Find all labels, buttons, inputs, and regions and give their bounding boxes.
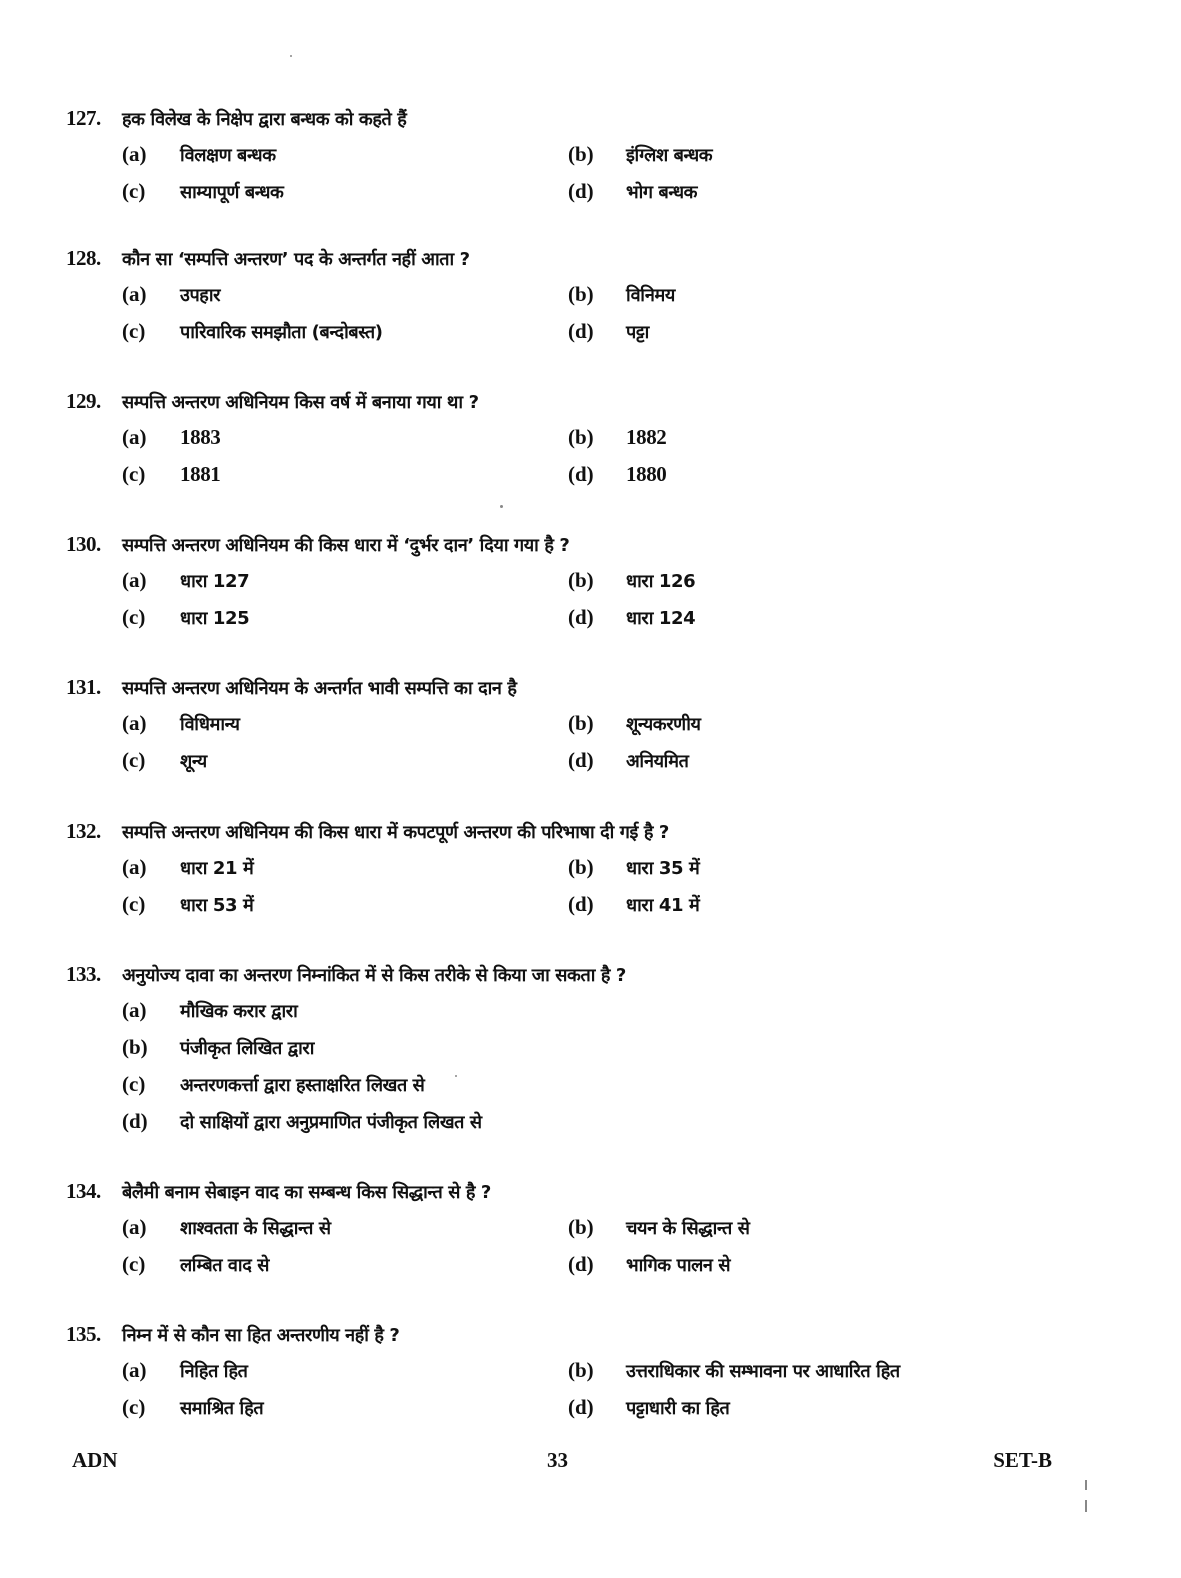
option-a: (a) 1883 <box>122 425 221 449</box>
question-text: अनुयोज्य दावा का अन्तरण निम्नांकित में से किस तरीके से किया जा सकता है ? <box>122 965 626 986</box>
question-127 <box>66 100 1126 210</box>
question-text: हक विलेख के निक्षेप द्वारा बन्धक को कहते हैं <box>122 109 407 130</box>
question-text: सम्पत्ति अन्तरण अधिनियम के अन्तर्गत भावी सम्पत्ति का दान है <box>122 678 517 699</box>
page-footer <box>72 1448 1052 1478</box>
scan-speck <box>1085 1480 1087 1490</box>
question-number: 131. <box>66 675 101 699</box>
option-d: (d) भागिक पालन से <box>568 1252 731 1276</box>
set-label: SET-B <box>993 1448 1052 1472</box>
option-c: (c) धारा 125 <box>122 605 250 629</box>
option-a: (a) विलक्षण बन्धक <box>122 142 276 166</box>
scan-speck <box>500 505 503 508</box>
question-number: 133. <box>66 962 101 986</box>
question-number: 129. <box>66 389 101 413</box>
option-d: (d) 1880 <box>568 462 667 486</box>
option-c: (c) साम्यापूर्ण बन्धक <box>122 179 284 203</box>
question-text: सम्पत्ति अन्तरण अधिनियम की किस धारा में ‘दुर्भर दान’ दिया गया है ? <box>122 535 570 556</box>
option-b: (b) धारा 35 में <box>568 855 700 879</box>
option-d: (d) पट्टाधारी का हित <box>568 1395 730 1419</box>
option-b: (b) धारा 126 <box>568 568 696 592</box>
option-a: (a) शाश्वतता के सिद्धान्त से <box>122 1215 331 1239</box>
option-b: (b) उत्तराधिकार की सम्भावना पर आधारित हित <box>568 1358 900 1382</box>
option-c: (c) अन्तरणकर्त्ता द्वारा हस्ताक्षरित लिखत से <box>122 1072 425 1096</box>
option-d: (d) धारा 124 <box>568 605 696 629</box>
question-number: 132. <box>66 819 101 843</box>
option-b: (b) विनिमय <box>568 282 675 306</box>
option-b: (b) पंजीकृत लिखित द्वारा <box>122 1035 315 1059</box>
question-text: सम्पत्ति अन्तरण अधिनियम की किस धारा में कपटपूर्ण अन्तरण की परिभाषा दी गई है ? <box>122 822 669 843</box>
option-a: (a) विधिमान्य <box>122 711 240 735</box>
question-number: 134. <box>66 1179 101 1203</box>
scan-speck <box>1085 1500 1087 1512</box>
option-b: (b) 1882 <box>568 425 667 449</box>
option-d: (d) धारा 41 में <box>568 892 700 916</box>
question-132 <box>66 813 1126 923</box>
option-c: (c) शून्य <box>122 748 207 772</box>
option-d: (d) अनियमित <box>568 748 689 772</box>
question-number: 128. <box>66 246 101 270</box>
question-text: सम्पत्ति अन्तरण अधिनियम किस वर्ष में बनाया गया था ? <box>122 392 479 413</box>
option-c: (c) 1881 <box>122 462 221 486</box>
question-number: 135. <box>66 1322 101 1346</box>
option-a: (a) निहित हित <box>122 1358 248 1382</box>
question-number: 130. <box>66 532 101 556</box>
option-c: (c) समाश्रित हित <box>122 1395 264 1419</box>
question-text: बेलैमी बनाम सेबाइन वाद का सम्बन्ध किस सिद्धान्त से है ? <box>122 1182 491 1203</box>
option-c: (c) लम्बित वाद से <box>122 1252 269 1276</box>
question-text: कौन सा ‘सम्पत्ति अन्तरण’ पद के अन्तर्गत नहीं आता ? <box>122 249 470 270</box>
option-c: (c) धारा 53 में <box>122 892 254 916</box>
option-a: (a) उपहार <box>122 282 221 306</box>
question-134 <box>66 1173 1126 1283</box>
option-d: (d) पट्टा <box>568 319 649 343</box>
question-number: 127. <box>66 106 101 130</box>
option-a: (a) मौखिक करार द्वारा <box>122 998 298 1022</box>
page-number: 33 <box>547 1448 568 1472</box>
question-128 <box>66 240 1126 350</box>
footer-code: ADN <box>72 1448 118 1472</box>
option-b: (b) इंग्लिश बन्धक <box>568 142 713 166</box>
scan-speck <box>290 55 292 57</box>
option-a: (a) धारा 21 में <box>122 855 254 879</box>
option-b: (b) शून्यकरणीय <box>568 711 701 735</box>
question-131 <box>66 669 1126 779</box>
option-a: (a) धारा 127 <box>122 568 250 592</box>
option-b: (b) चयन के सिद्धान्त से <box>568 1215 750 1239</box>
scan-speck <box>455 1075 457 1077</box>
question-129 <box>66 383 1126 493</box>
question-135 <box>66 1316 1126 1426</box>
option-c: (c) पारिवारिक समझौता (बन्दोबस्त) <box>122 319 383 343</box>
option-d: (d) भोग बन्धक <box>568 179 698 203</box>
question-text: निम्न में से कौन सा हित अन्तरणीय नहीं है ? <box>122 1325 400 1346</box>
question-130 <box>66 526 1126 636</box>
option-d: (d) दो साक्षियों द्वारा अनुप्रमाणित पंजीकृत लिखत से <box>122 1109 482 1133</box>
question-133 <box>66 956 1126 1140</box>
